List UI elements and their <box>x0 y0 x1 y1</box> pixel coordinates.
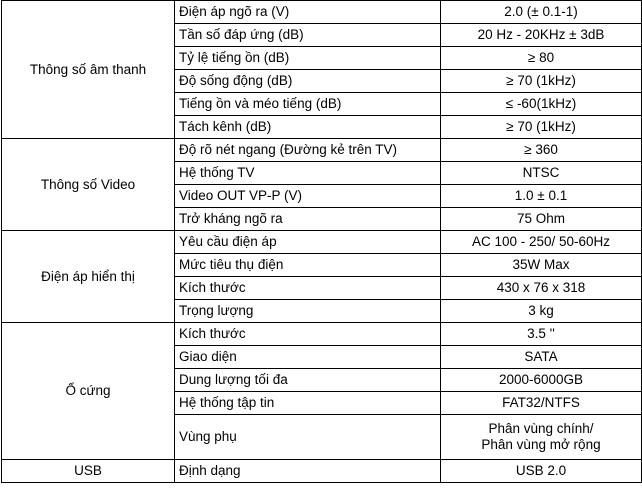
table-row <box>2 139 642 162</box>
spec-label: Giao diện <box>175 346 441 369</box>
group-usb-title: USB <box>2 460 175 483</box>
spec-value: AC 100 - 250/ 50-60Hz <box>441 231 642 254</box>
spec-value: ≥ 70 (1kHz) <box>441 116 642 139</box>
spec-label: Độ sống động (dB) <box>175 70 441 93</box>
table-row <box>2 231 642 254</box>
spec-value: 2.0 (± 0.1-1) <box>441 1 642 24</box>
spec-value: 430 x 76 x 318 <box>441 277 642 300</box>
spec-label: Tỷ lệ tiếng ồn (dB) <box>175 47 441 70</box>
spec-value: SATA <box>441 346 642 369</box>
group-hdd-title: Ổ cứng <box>2 323 175 460</box>
spec-value: 3 kg <box>441 300 642 323</box>
spec-value: 3.5 '' <box>441 323 642 346</box>
spec-label: Kích thước <box>175 323 441 346</box>
spec-value: ≤ -60(1kHz) <box>441 93 642 116</box>
table-row <box>2 1 642 24</box>
spec-label: Trọng lượng <box>175 300 441 323</box>
spec-value-line: Phân vùng chính/ <box>488 421 594 436</box>
spec-value: ≥ 70 (1kHz) <box>441 70 642 93</box>
spec-value: 75 Ohm <box>441 208 642 231</box>
spec-label: Tách kênh (dB) <box>175 116 441 139</box>
group-power-title: Điện áp hiển thị <box>2 231 175 323</box>
spec-label: Tần số đáp ứng (dB) <box>175 24 441 47</box>
spec-value: 1.0 ± 0.1 <box>441 185 642 208</box>
table-row <box>2 323 642 346</box>
spec-label: Mức tiêu thụ điện <box>175 254 441 277</box>
spec-value: 20 Hz - 20KHz ± 3dB <box>441 24 642 47</box>
group-audio-title: Thông số âm thanh <box>2 1 175 139</box>
spec-label: Trở kháng ngõ ra <box>175 208 441 231</box>
spec-label: Tiếng ồn và méo tiếng (dB) <box>175 93 441 116</box>
spec-value: ≥ 360 <box>441 139 642 162</box>
spec-value-line: Phân vùng mở rộng <box>481 437 601 452</box>
spec-label: Dung lượng tối đa <box>175 369 441 392</box>
spec-value: NTSC <box>441 162 642 185</box>
spec-value <box>441 415 642 460</box>
spec-label: Định dạng <box>175 460 441 483</box>
spec-label: Video OUT VP-P (V) <box>175 185 441 208</box>
spec-label: Vùng phụ <box>175 415 441 460</box>
spec-value: 35W Max <box>441 254 642 277</box>
spec-table <box>1 0 642 483</box>
spec-label: Yêu cầu điện áp <box>175 231 441 254</box>
spec-label: Điện áp ngõ ra (V) <box>175 1 441 24</box>
spec-label: Hệ thống TV <box>175 162 441 185</box>
spec-label: Kích thước <box>175 277 441 300</box>
table-row <box>2 460 642 483</box>
group-video-title: Thông số Video <box>2 139 175 231</box>
spec-value: 2000-6000GB <box>441 369 642 392</box>
spec-value: ≥ 80 <box>441 47 642 70</box>
spec-label: Hệ thống tập tin <box>175 392 441 415</box>
spec-label: Độ rõ nét ngang (Đường kẻ trên TV) <box>175 139 441 162</box>
spec-value: USB 2.0 <box>441 460 642 483</box>
spec-value: FAT32/NTFS <box>441 392 642 415</box>
